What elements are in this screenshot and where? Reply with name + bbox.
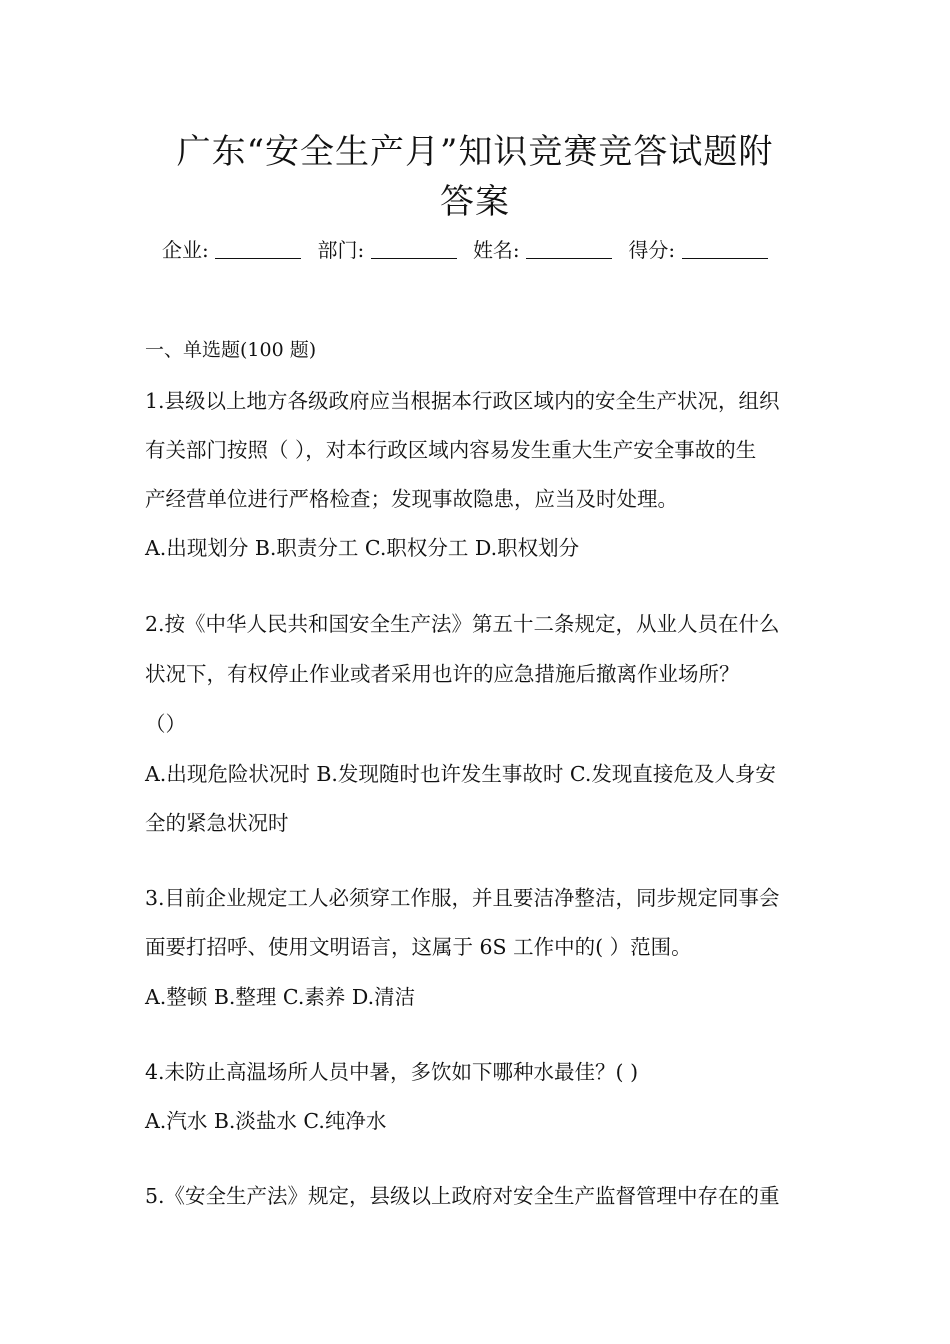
score-field (628, 234, 767, 266)
question-3-options: A.整顿 B.整理 C.素养 D.清洁 (145, 985, 416, 1009)
department-label: 部门: (317, 238, 365, 262)
document-title-line-1: 广东“安全生产月”知识竞赛竞答试题附 (176, 132, 774, 172)
question-3-line-1: 3.目前企业规定工人必须穿工作服，并且要洁净整洁，同步规定同事会 (145, 886, 780, 910)
company-label: 企业: (162, 238, 209, 262)
name-blank (526, 238, 612, 259)
question-2-options-line-2: 全的紧急状况时 (145, 811, 289, 835)
company-field (162, 234, 301, 266)
question-1-line-2: 有关部门按照（ ），对本行政区域内容易发生重大生产安全事故的生 (145, 438, 757, 462)
question-4-options: A.汽水 B.淡盐水 C.纯净水 (145, 1109, 387, 1133)
department-field (317, 234, 456, 266)
question-4-line-1: 4.未防止高温场所人员中暑，多饮如下哪种水最佳？( ) (145, 1060, 639, 1084)
name-field (473, 234, 612, 266)
question-2-line-1: 2.按《中华人民共和国安全生产法》第五十二条规定，从业人员在什么 (145, 612, 780, 636)
question-1-line-1: 1.县级以上地方各级政府应当根据本行政区域内的安全生产状况，组织 (145, 389, 780, 413)
question-1-options: A.出现划分 B.职责分工 C.职权分工 D.职权划分 (145, 536, 580, 560)
score-blank (682, 238, 768, 259)
question-2-line-2: 状况下，有权停止作业或者采用也许的应急措施后撤离作业场所？ (145, 662, 740, 686)
department-blank (371, 238, 457, 259)
question-5-line-1: 5.《安全生产法》规定，县级以上政府对安全生产监督管理中存在的重 (145, 1184, 780, 1208)
question-1-line-3: 产经营单位进行严格检查；发现事故隐患，应当及时处理。 (145, 487, 678, 511)
score-label: 得分: (628, 238, 676, 262)
question-3-line-2: 面要打招呼、使用文明语言，这属于 6S 工作中的( ）范围。 (145, 935, 692, 959)
company-blank (215, 238, 301, 259)
info-row (162, 234, 802, 266)
question-2-line-3: （） (145, 712, 186, 736)
question-2-options-line-1: A.出现危险状况时 B.发现随时也许发生事故时 C.发现直接危及人身安 (145, 762, 776, 786)
name-label: 姓名: (472, 238, 520, 262)
document-title-line-2: 答案 (440, 182, 510, 222)
section-heading: 一、单选题(100 题) (145, 339, 317, 361)
